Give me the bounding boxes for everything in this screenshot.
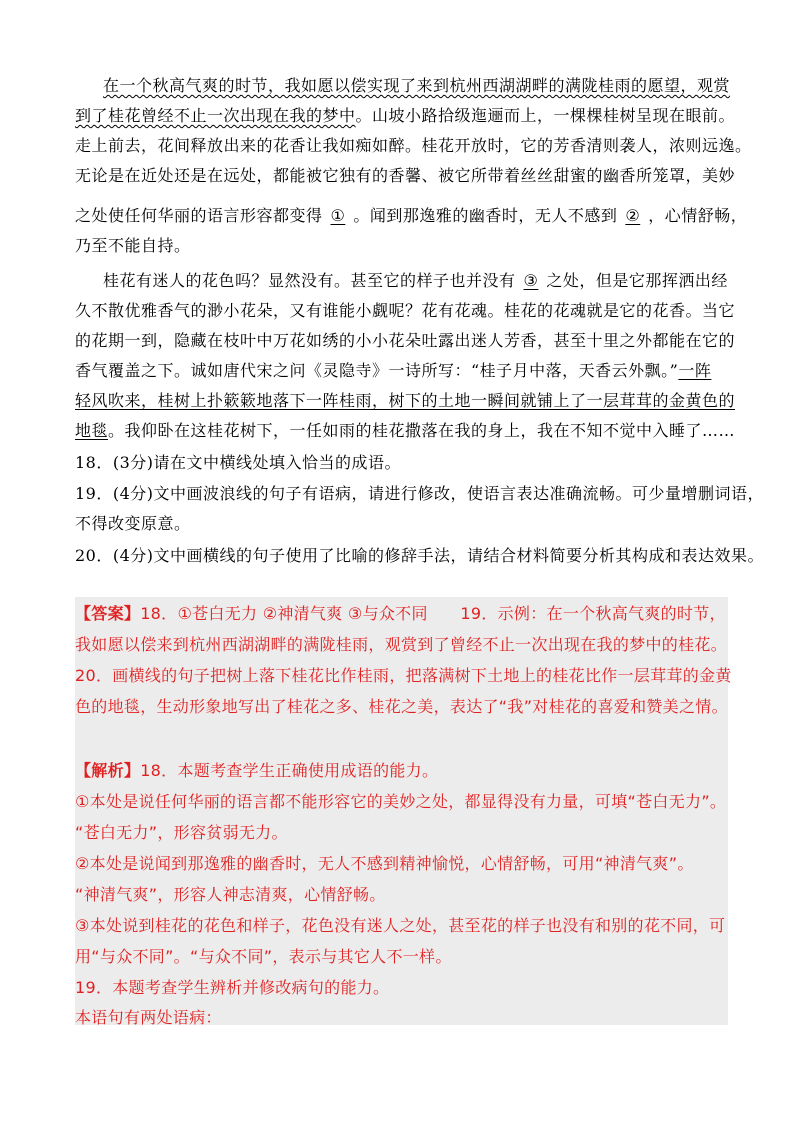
passage-text: 。山坡小路拾级迤逦而上，一棵棵桂树呈现在眼前。: [355, 106, 736, 125]
underlined-metaphor-sentence: 地毯: [75, 421, 109, 440]
wavy-underlined-sentence: 在一个秋高气爽的时节，我如愿以偿实现了来到杭州西湖湖畔的满陇桂雨的愿望，观赏: [103, 76, 731, 95]
fill-blank-1: ①: [330, 206, 346, 225]
passage-text: 香气覆盖之下。诚如唐代宋之问《灵隐寺》一诗所写：“桂子月中落，天香云外飘。”: [75, 361, 679, 380]
passage-line: [75, 206, 748, 226]
passage-line: [75, 391, 736, 411]
passage-line: 久不散优雅香气的渺小花朵，又有谁能小觑呢？花有花魂。桂花的花魂就是它的花香。当它: [75, 301, 736, 320]
fill-blank-3: ③: [523, 271, 539, 290]
answer-line: 20．画横线的句子把树上落下桂花比作桂雨，把落满树下土地上的桂花比作一层茸茸的金黄: [75, 666, 732, 685]
passage-line: 乃至不能自持。: [75, 236, 191, 255]
passage-line: 走上前去，花间释放出来的花香让我如痴如醉。桂花开放时，它的芳香清则袭人，浓则远逸。: [75, 136, 752, 155]
question-19-continued: 不得改变原意。: [75, 514, 191, 533]
analysis-line: ②本处是说闻到那逸雅的幽香时，无人不感到精神愉悦，心情舒畅，可用“神清气爽”。: [75, 854, 694, 873]
analysis-line: [75, 761, 725, 781]
passage-line: 的花期一到，隐藏在枝叶中万花如绣的小小花朵吐露出迷人芳香，甚至十里之外都能在它的: [75, 331, 736, 350]
passage-line: 无论是在近处还是在远处，都能被它独有的香馨、被它所带着丝丝甜蜜的幽香所笼罩，美妙: [75, 166, 736, 185]
analysis-line: “神清气爽”，形容人神志清爽，心情舒畅。: [75, 885, 386, 904]
question-18: 18．(3分)请在文中横线处填入恰当的成语。: [75, 453, 402, 472]
analysis-line: “苍白无力”，形容贫弱无力。: [75, 823, 288, 842]
passage-text: 。闻到那逸雅的幽香时，无人不感到: [353, 206, 618, 225]
analysis-line: ①本处是说任何华丽的语言都不能形容它的美妙之处，都显得没有力量，可填“苍白无力”。: [75, 792, 727, 811]
analysis-tag: 【解析】: [75, 761, 141, 780]
question-20: 20．(4分)文中画横线的句子使用了比喻的修辞手法，请结合材料简要分析其构成和表达效果。: [75, 546, 765, 565]
answer-line: [75, 604, 725, 624]
analysis-line: 用“与众不同”。“与众不同”，表示与其它人不一样。: [75, 947, 452, 966]
passage-text: 。我仰卧在这桂花树下，一任如雨的桂花撒落在我的身上，我在不知不觉中入睡了……: [108, 421, 736, 440]
answer-line: 我如愿以偿来到杭州西湖湖畔的满陇桂雨，观赏到了曾经不止一次出现在我的梦中的桂花。: [75, 635, 728, 654]
fill-blank-2: ②: [625, 206, 641, 225]
answer-line: 色的地毯，生动形象地写出了桂花之多、桂花之美，表达了“我”对桂花的喜爱和赞美之情。: [75, 697, 728, 716]
passage-text: 桂花有迷人的花色吗？显然没有。甚至它的样子也并没有: [103, 271, 516, 290]
analysis-line: ③本处说到桂花的花色和样子，花色没有迷人之处，甚至花的样子也没有和别的花不同，可: [75, 916, 726, 935]
answer-text: 18．①苍白无力 ②神清气爽 ③与众不同 19．示例：在一个秋高气爽的时节，: [140, 604, 726, 623]
underlined-metaphor-sentence: 轻风吹来，桂树上扑簌簌地落下一阵桂雨，树下的土地一瞬间就铺上了一层茸茸的金黄色的: [75, 391, 736, 410]
passage-text: ，心情舒畅，: [648, 206, 748, 225]
passage-line: [75, 361, 725, 381]
passage-line: [103, 76, 731, 96]
underlined-metaphor-sentence: 一阵: [678, 361, 712, 380]
passage-line: [75, 106, 736, 126]
passage-line: [103, 271, 728, 291]
question-19: 19．(4分)文中画波浪线的句子有语病，请进行修改，使语言表达准确流畅。可少量增删词语，: [75, 484, 765, 503]
wavy-underlined-sentence: 到了桂花曾经不止一次出现在我的梦中: [75, 106, 356, 125]
passage-text: 之处，但是它那挥洒出经: [546, 271, 728, 290]
answer-tag: 【答案】: [75, 604, 141, 623]
passage-line: [75, 421, 736, 441]
analysis-line: 19．本题考查学生辨析并修改病句的能力。: [75, 978, 390, 997]
passage-text: 之处使任何华丽的语言形容都变得: [75, 206, 323, 225]
analysis-text: 18．本题考查学生正确使用成语的能力。: [140, 761, 439, 780]
analysis-line: 本语句有两处语病：: [75, 1008, 222, 1027]
